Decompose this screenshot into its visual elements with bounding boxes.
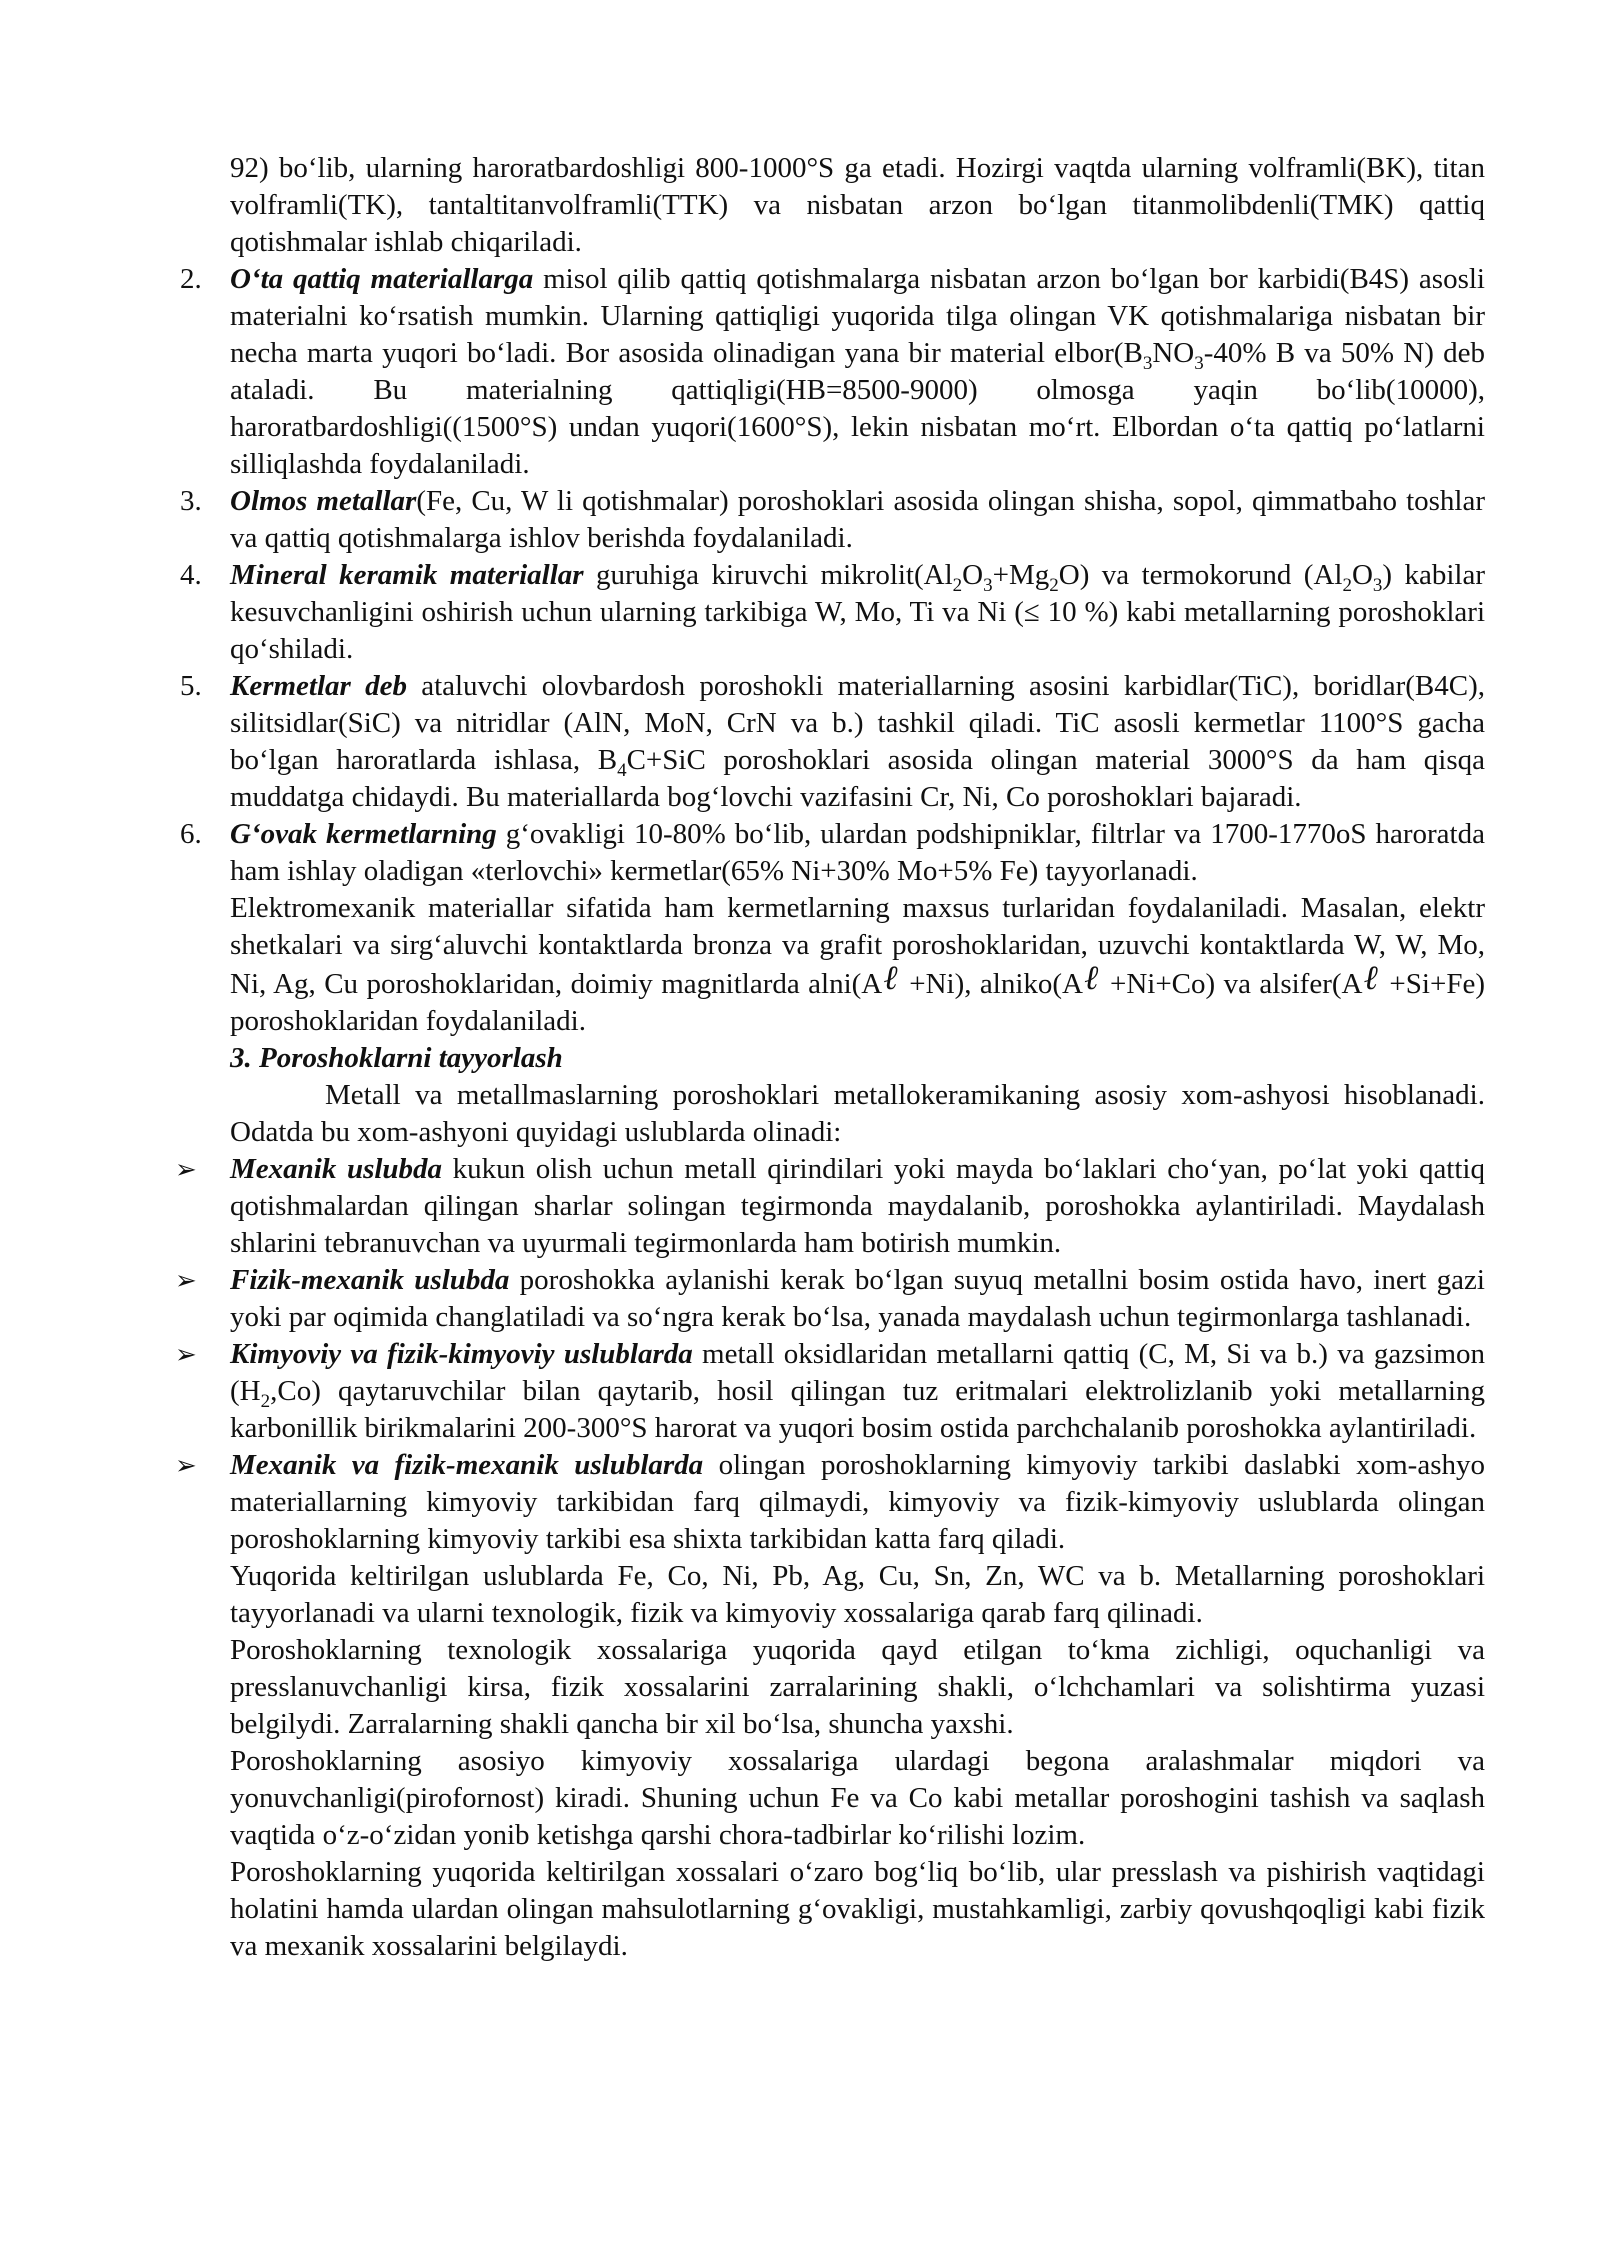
list-number: 5. <box>180 670 202 702</box>
list-item-4 <box>180 557 1486 668</box>
term-bold-italic: Kermetlar deb <box>230 670 407 702</box>
document-body <box>175 150 1486 1965</box>
paragraph-metall: Metall va metallmaslarning poroshoklari metallokeramikaning asosiy xom-ashyosi hisoblanadi. Odatda bu xom-ashyoni quyidagi uslublarda olinadi: <box>230 1079 1485 1148</box>
term-bold-italic: Mineral keramik materiallar <box>230 559 584 591</box>
bullet-text: Fizik-mexanik uslubda poroshokka aylanishi kerak bo‘lgan suyuq metallni bosim ostida havo, inert gazi yoki par oqimida changlatiladi va so‘ngra kerak bo‘lsa, yanada maydalash uchun tegirmonlarga tashlanadi. <box>230 1264 1485 1333</box>
bullet-text: Mexanik va fizik-mexanik uslublarda olingan poroshoklarning kimyoviy tarkibi daslabki xom-ashyo materiallarning kimyoviy tarkibidan farq qilmaydi, kimyoviy va fizik-kimyoviy uslublarda olingan poroshoklarning kimyoviy tarkibi esa shixta tarkibidan katta farq qiladi. <box>230 1449 1485 1555</box>
bullet-text: Kimyoviy va fizik-kimyoviy uslublarda metall oksidlaridan metallarni qattiq (C, M, Si va b.) va gazsimon $(H_2,Co)$ qaytaruvchilar bilan qaytarib, hosil qilingan tuz eritmalari elektrolizlanib yoki metallarning karbonillik birikmalarini 200-300°S harorat va yuqori bosim ostida parchchalanib poroshokka aylantiriladi. <box>230 1338 1485 1444</box>
term-bold-italic: Mexanik uslubda <box>230 1153 443 1185</box>
bullet-item-3 <box>175 1336 1485 1447</box>
arrow-bullet-icon: ➢ <box>175 1451 197 1480</box>
term-bold-italic: G‘ovak kermetlarning <box>230 818 497 850</box>
list-number: 3. <box>180 485 202 517</box>
arrow-bullet-icon: ➢ <box>175 1266 197 1295</box>
arrow-bullet-icon: ➢ <box>175 1340 197 1369</box>
list-number: 4. <box>180 559 202 591</box>
paragraph-continuation: 92) bo‘lib, ularning haroratbardoshligi 800-1000°S ga etadi. Hozirgi vaqtda ularning volframli(BK), titan volframli(TK), tantaltitanvolframli(TTK) va nisbatan arzon bo‘lgan titanmolibdenli(TMK) qattiq qotishmalar ishlab chiqariladi. <box>230 152 1485 258</box>
paragraph-kimyoviy: Poroshoklarning asosiyo kimyoviy xossalariga ulardagi begona aralashmalar miqdori va yonuvchanligi(pirofornost) kiradi. Shuning uchun Fe va Co kabi metallar poroshogini tashish va saqlash vaqtida o‘z-o‘zidan yonib ketishga qarshi chora-tadbirlar ko‘rilishi lozim. <box>230 1745 1485 1851</box>
list-item-5 <box>180 668 1485 816</box>
paragraph-elektromexanik: Elektromexanik materiallar sifatida ham kermetlarning maxsus turlaridan foydalaniladi. Masalan, elektr shetkalari va sirg‘aluvchi kontaktlarda bronza va grafit poroshoklaridan, uzuvchi kontaktlarda W, W, Mo, Ni, Ag, Cu poroshoklaridan, doimiy magnitlarda alni(Aℓ +Ni), alniko(Aℓ +Ni+Co) va alsifer(Aℓ +Si+Fe) poroshoklaridan foydalaniladi. <box>230 892 1485 1037</box>
list-item-text: G‘ovak kermetlarning g‘ovakligi 10-80% bo‘lib, ulardan podshipniklar, filtrlar va 1700-1770oS haroratda ham ishlay oladigan «terlovchi» kermetlar(65% Ni+30% Mo+5% Fe) tayyorlanadi. <box>230 818 1485 887</box>
list-item-2 <box>180 261 1485 483</box>
list-item-text: Olmos metallar(Fe, Cu, W li qotishmalar) poroshoklari asosida olingan shisha, sopol, qimmatbaho toshlar va qattiq qotishmalarga ishlov berishda foydalaniladi. <box>230 485 1485 554</box>
script-l-symbol: ℓ <box>882 960 899 997</box>
script-l-symbol: ℓ <box>1362 960 1379 997</box>
list-number: 6. <box>180 818 202 850</box>
term-bold-italic: Kimyoviy va fizik-kimyoviy uslublarda <box>230 1338 693 1370</box>
arrow-bullet-icon: ➢ <box>175 1155 197 1184</box>
script-l-symbol: ℓ <box>1083 960 1100 997</box>
list-item-text: O‘ta qattiq materiallarga misol qilib qattiq qotishmalarga nisbatan arzon bo‘lgan bor karbidi(B4S) asosli materialni ko‘rsatish mumkin. Ularning qattiqligi yuqorida tilga olingan VK qotishmalariga nisbatan bir necha marta yuqori bo‘ladi. Bor asosida olinadigan yana bir material $elbor(B_3NO_3-40\%$ B va 50% N) deb ataladi. Bu materialning qattiqligi(HB=8500-9000) olmosga yaqin bo‘lib(10000), haroratbardoshligi((1500°S) undan yuqori(1600°S), lekin nisbatan mo‘rt. Elbordan o‘ta qattiq po‘latlarni silliqlashda foydalaniladi. <box>230 263 1485 480</box>
paragraph-texnologik: Poroshoklarning texnologik xossalariga yuqorida qayd etilgan to‘kma zichligi, oquchanligi va presslanuvchanligi kirsa, fizik xossalarini zarralarining shakli, o‘lchchamlari va solishtirma yuzasi belgilydi. Zarralarning shakli qancha bir xil bo‘lsa, shuncha yaxshi. <box>230 1634 1485 1740</box>
term-bold-italic: Olmos metallar <box>230 485 417 517</box>
term-bold-italic: O‘ta qattiq materiallarga <box>230 263 534 295</box>
term-bold-italic: Mexanik va fizik-mexanik uslublarda <box>230 1449 704 1481</box>
list-item-text: Kermetlar deb ataluvchi olovbardosh poroshokli materiallarning asosini karbidlar(TiC), boridlar(B4C), silitsidlar(SiC) va nitridlar (AlN, MoN, CrN va b.) tashkil qiladi. TiC asosli kermetlar 1100°S gacha bo‘lgan haroratlarda ishlasa, $B_4C+SiC$ poroshoklari asosida olingan material 3000°S da ham qisqa muddatga chidaydi. Bu materiallarda bog‘lovchi vazifasini Cr, Ni, Co poroshoklari bajaradi. <box>230 670 1485 813</box>
list-item-text: Mineral keramik materiallar guruhiga kiruvchi $mikrolit(Al_2O_3+Mg_2O)$ va termokorund $(Al_2O_3)$ kabilar kesuvchanligini oshirish uchun ularning tarkibiga W, Mo, Ti va Ni (≤ 10 %) kabi metallarning poroshoklari qo‘shiladi. <box>230 559 1486 665</box>
paragraph-yuqorida: Yuqorida keltirilgan uslublarda Fe, Co, Ni, Pb, Ag, Cu, Sn, Zn, WC va b. Metallarning poroshoklari tayyorlanadi va ularni texnologik, fizik va kimyoviy xossalariga qarab farq qilinadi. <box>230 1560 1485 1629</box>
list-item-3 <box>180 483 1485 557</box>
list-number: 2. <box>180 263 202 295</box>
bullet-item-1 <box>175 1151 1485 1262</box>
bullet-text: Mexanik uslubda kukun olish uchun metall qirindilari yoki mayda bo‘laklari cho‘yan, po‘lat yoki qattiq qotishmalardan qilingan sharlar solingan tegirmonda maydalanib, poroshokka aylantiriladi. Maydalash shlarini tebranuvchan va uyurmali tegirmonlarda ham botirish mumkin. <box>230 1153 1485 1259</box>
list-item-6 <box>180 816 1485 890</box>
bullet-item-4 <box>175 1447 1485 1558</box>
term-bold-italic: Fizik-mexanik uslubda <box>230 1264 510 1296</box>
paragraph-final: Poroshoklarning yuqorida keltirilgan xossalari o‘zaro bog‘liq bo‘lib, ular presslash va pishirish vaqtidagi holatini hamda ulardan olingan mahsulotlarning g‘ovakligi, mustahkamligi, zarbiy qovushqoqligi kabi fizik va mexanik xossalarini belgilaydi. <box>230 1856 1485 1962</box>
section-heading: 3. Poroshoklarni tayyorlash <box>230 1042 563 1074</box>
bullet-item-2 <box>175 1262 1485 1336</box>
